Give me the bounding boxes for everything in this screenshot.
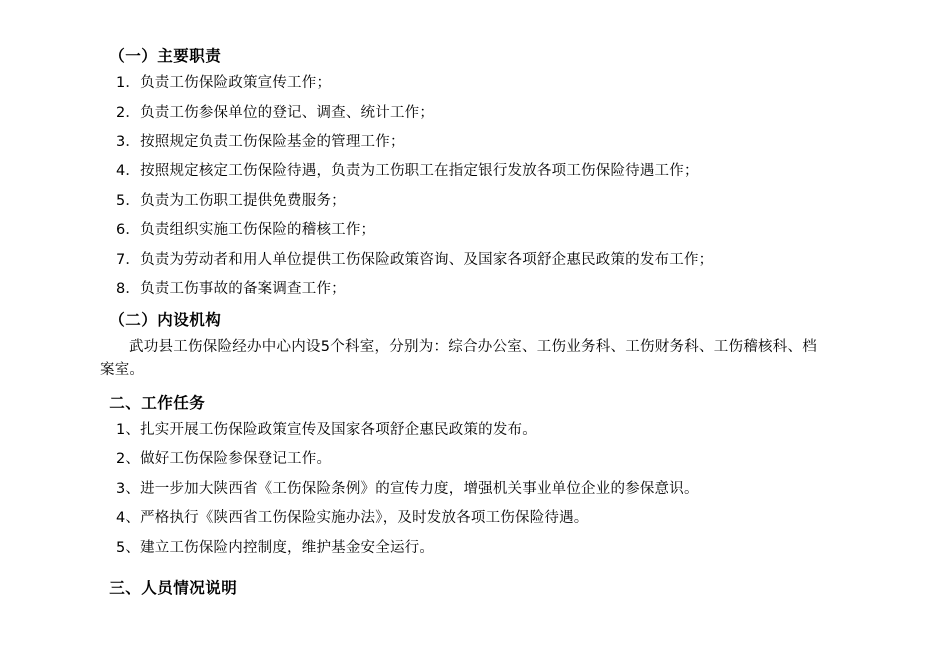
list-item: 4．按照规定核定工伤保险待遇，负责为工伤职工在指定银行发放各项工伤保险待遇工作； <box>115 163 699 180</box>
list-item: 1．负责工伤保险政策宣传工作； <box>115 75 332 92</box>
list-item: 2．负责工伤参保单位的登记、调查、统计工作； <box>115 104 435 121</box>
list-item: 2、做好工伤保险参保登记工作。 <box>115 451 332 468</box>
spacer <box>100 566 817 576</box>
list-item: 5．负责为工伤职工提供免费服务； <box>115 192 346 209</box>
section-heading-personnel: 三、人员情况说明 <box>109 579 238 598</box>
list-item: 3、进一步加大陕西省《工伤保险条例》的宣传力度，增强机关事业单位企业的参保意识。 <box>115 480 699 497</box>
section-heading-tasks: 二、工作任务 <box>109 393 206 412</box>
document-body <box>100 44 817 600</box>
list-item: 1、扎实开展工伤保险政策宣传及国家各项舒企惠民政策的发布。 <box>115 421 537 438</box>
list-item: 8．负责工伤事故的备案调查工作； <box>115 281 346 298</box>
list-item: 7．负责为劳动者和用人单位提供工伤保险政策咨询、及国家各项舒企惠民政策的发布工作； <box>115 251 714 268</box>
section-heading-organization: （二）内设机构 <box>109 310 222 329</box>
list-item: 3．按照规定负责工伤保险基金的管理工作； <box>115 133 405 150</box>
section-heading-duties: （一）主要职责 <box>109 47 222 65</box>
list-item: 6．负责组织实施工伤保险的稽核工作； <box>115 222 376 239</box>
list-item: 4、严格执行《陕西省工伤保险实施办法》，及时发放各项工伤保险待遇。 <box>115 510 589 527</box>
list-item: 5、建立工伤保险内控制度，维护基金安全运行。 <box>115 539 435 556</box>
section-paragraph-organization: 武功县工伤保险经办中心内设5个科室，分别为：综合办公室、工伤业务科、工伤财务科、工伤稽核科、档案室。 <box>100 338 817 379</box>
